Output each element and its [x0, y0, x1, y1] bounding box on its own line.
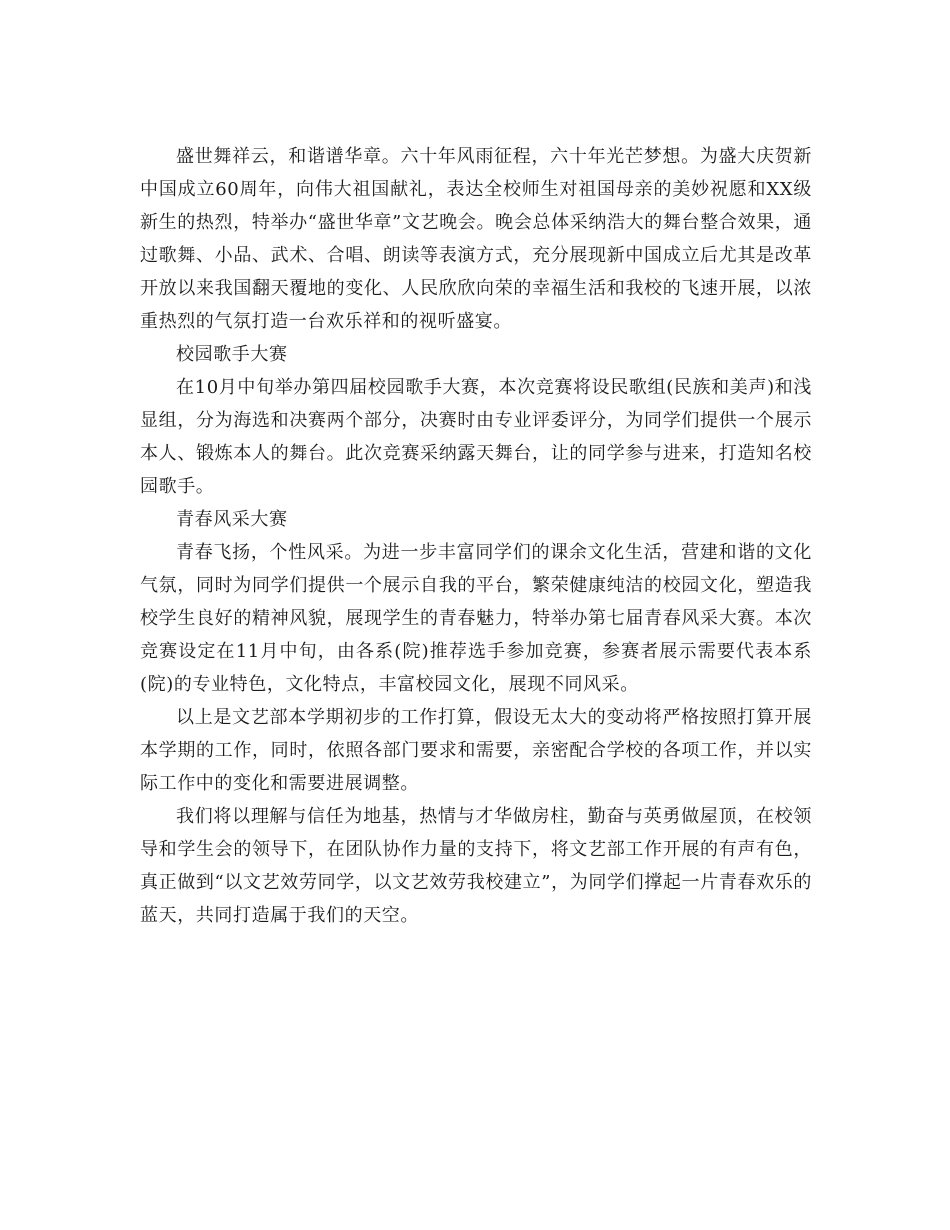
- paragraph-closing: 我们将以理解与信任为地基，热情与才华做房柱，勤奋与英勇做屋顶，在校领导和学生会的领导下，在团队协作力量的支持下，将文艺部工作开展的有声有色，真正做到“以文艺效劳同学，以文艺效劳我校建立”，为同学们撑起一片青春欢乐的蓝天，共同打造属于我们的天空。: [140, 806, 812, 926]
- paragraph-youth-style-contest: 青春飞扬，个性风采。为进一步丰富同学们的课余文化生活，营建和谐的文化气氛，同时为同学们提供一个展示自我的平台，繁荣健康纯洁的校园文化，塑造我校学生良好的精神风貌，展现学生的青春魅力，特举办第七届青春风采大赛。本次竞赛设定在11月中旬，由各系(院)推荐选手参加竞赛，参赛者展示需要代表本系(院)的专业特色，文化特点，丰富校园文化，展现不同风采。: [140, 542, 812, 695]
- paragraph-gala-intro: 盛世舞祥云，和谐谱华章。六十年风雨征程，六十年光芒梦想。为盛大庆贺新中国成立60周年，向伟大祖国献礼，表达全校师生对祖国母亲的美妙祝愿和XX级新生的热烈，特举办“盛世华章”文艺晚会。晚会总体采纳浩大的舞台整合效果，通过歌舞、小品、武术、合唱、朗读等表演方式，充分展现新中国成立后尤其是改革开放以来我国翻天覆地的变化、人民欣欣向荣的幸福生活和我校的飞速开展，以浓重热烈的气氛打造一台欢乐祥和的视听盛宴。: [140, 146, 812, 332]
- paragraph-semester-plan: 以上是文艺部本学期初步的工作打算，假设无太大的变动将严格按照打算开展本学期的工作，同时，依照各部门要求和需要，亲密配合学校的各项工作，并以实际工作中的变化和需要进展调整。: [140, 707, 812, 794]
- heading-youth-style-contest: 青春风采大赛: [176, 509, 288, 530]
- document-body: [140, 140, 812, 932]
- heading-campus-singer-contest: 校园歌手大赛: [176, 344, 288, 365]
- paragraph-campus-singer-contest: 在10月中旬举办第四届校园歌手大赛，本次竞赛将设民歌组(民族和美声)和浅显组，分为海选和决赛两个部分，决赛时由专业评委评分，为同学们提供一个展示本人、锻炼本人的舞台。此次竞赛采纳露天舞台，让的同学参与进来，打造知名校园歌手。: [140, 377, 812, 497]
